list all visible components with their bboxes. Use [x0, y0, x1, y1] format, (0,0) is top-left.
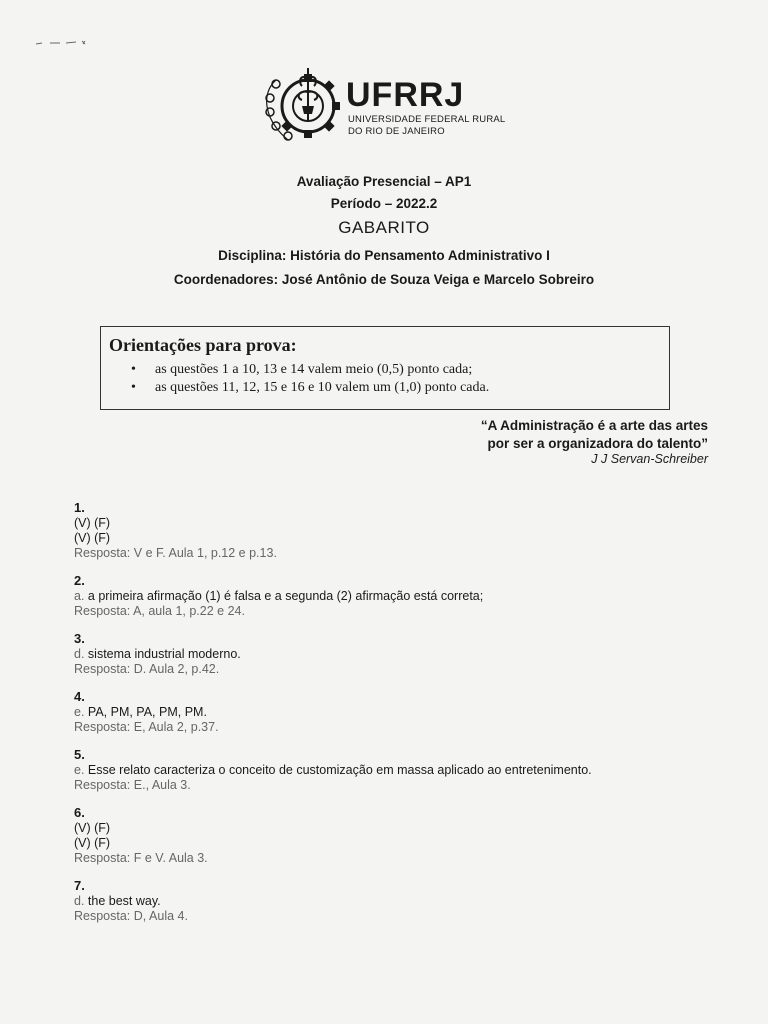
- answer-letter: e.: [74, 705, 85, 719]
- instruction-item: [131, 361, 489, 379]
- instruction-text: as questões 1 a 10, 13 e 14 valem meio (0,5) ponto cada;: [155, 362, 473, 377]
- instructions-title: Orientações para prova:: [109, 335, 297, 355]
- question-item: [74, 805, 714, 866]
- answer-key-heading: GABARITO: [338, 218, 430, 237]
- bullet-icon: •: [131, 362, 136, 377]
- answer-letter: d.: [74, 647, 85, 661]
- answer-reference: Resposta: D, Aula 4.: [74, 909, 188, 923]
- stray-pen-mark: [36, 38, 88, 48]
- question-item: [74, 631, 714, 677]
- question-item: [74, 573, 714, 619]
- answer-line: [74, 705, 714, 720]
- question-number: 7.: [74, 878, 85, 893]
- answer-letter: a.: [74, 589, 85, 603]
- answer-reference: Resposta: E, Aula 2, p.37.: [74, 720, 219, 734]
- instructions-box: [100, 326, 670, 410]
- question-number: 3.: [74, 631, 85, 646]
- answer-line: (V) (F): [74, 836, 111, 850]
- quote-line1: “A Administração é a arte das artes: [480, 418, 708, 433]
- answer-text: the best way.: [84, 894, 161, 908]
- answer-text: sistema industrial moderno.: [84, 647, 241, 661]
- question-number: 4.: [74, 689, 85, 704]
- quote-line2: por ser a organizadora do talento”: [487, 436, 708, 451]
- ufrrj-logo: [262, 62, 522, 152]
- answer-line: [74, 589, 714, 604]
- bullet-icon: •: [131, 380, 136, 395]
- question-number: 5.: [74, 747, 85, 762]
- logo-wordmark: UFRRJ: [346, 76, 465, 114]
- answer-reference: Resposta: F e V. Aula 3.: [74, 851, 208, 865]
- answer-list: [74, 500, 714, 936]
- answer-line: (V) (F): [74, 516, 111, 530]
- question-item: [74, 500, 714, 561]
- answer-text: Esse relato caracteriza o conceito de customização em massa aplicado ao entretenimento.: [84, 763, 592, 777]
- answer-text: a primeira afirmação (1) é falsa e a segunda (2) afirmação está correta;: [84, 589, 484, 603]
- answer-line: [74, 647, 714, 662]
- ufrrj-emblem-icon: [262, 62, 346, 146]
- instructions-list: [131, 361, 489, 397]
- logo-subtitle-line1: UNIVERSIDADE FEDERAL RURAL: [348, 114, 506, 125]
- question-item: [74, 689, 714, 735]
- quote-author: J J Servan-Schreiber: [591, 452, 708, 466]
- course-name: Disciplina: História do Pensamento Administrativo I: [218, 248, 550, 263]
- answer-letter: d.: [74, 894, 85, 908]
- instruction-text: as questões 11, 12, 15 e 16 e 10 valem um (1,0) ponto cada.: [155, 380, 490, 395]
- answer-text: PA, PM, PA, PM, PM.: [84, 705, 207, 719]
- answer-reference: Resposta: V e F. Aula 1, p.12 e p.13.: [74, 546, 277, 560]
- answer-line: [74, 763, 714, 778]
- answer-reference: Resposta: A, aula 1, p.22 e 24.: [74, 604, 245, 618]
- instruction-item: [131, 379, 489, 397]
- answer-line: (V) (F): [74, 531, 111, 545]
- exam-title: Avaliação Presencial – AP1: [296, 174, 472, 189]
- exam-period: Período – 2022.2: [330, 196, 438, 211]
- coordinators: Coordenadores: José Antônio de Souza Veiga e Marcelo Sobreiro: [173, 272, 595, 287]
- answer-line: (V) (F): [74, 821, 111, 835]
- answer-letter: e.: [74, 763, 85, 777]
- question-item: [74, 878, 714, 924]
- question-number: 2.: [74, 573, 85, 588]
- question-number: 6.: [74, 805, 85, 820]
- question-number: 1.: [74, 500, 85, 515]
- answer-reference: Resposta: D. Aula 2, p.42.: [74, 662, 220, 676]
- answer-reference: Resposta: E., Aula 3.: [74, 778, 191, 792]
- answer-line: [74, 894, 714, 909]
- logo-subtitle-line2: DO RIO DE JANEIRO: [348, 126, 445, 137]
- question-item: [74, 747, 714, 793]
